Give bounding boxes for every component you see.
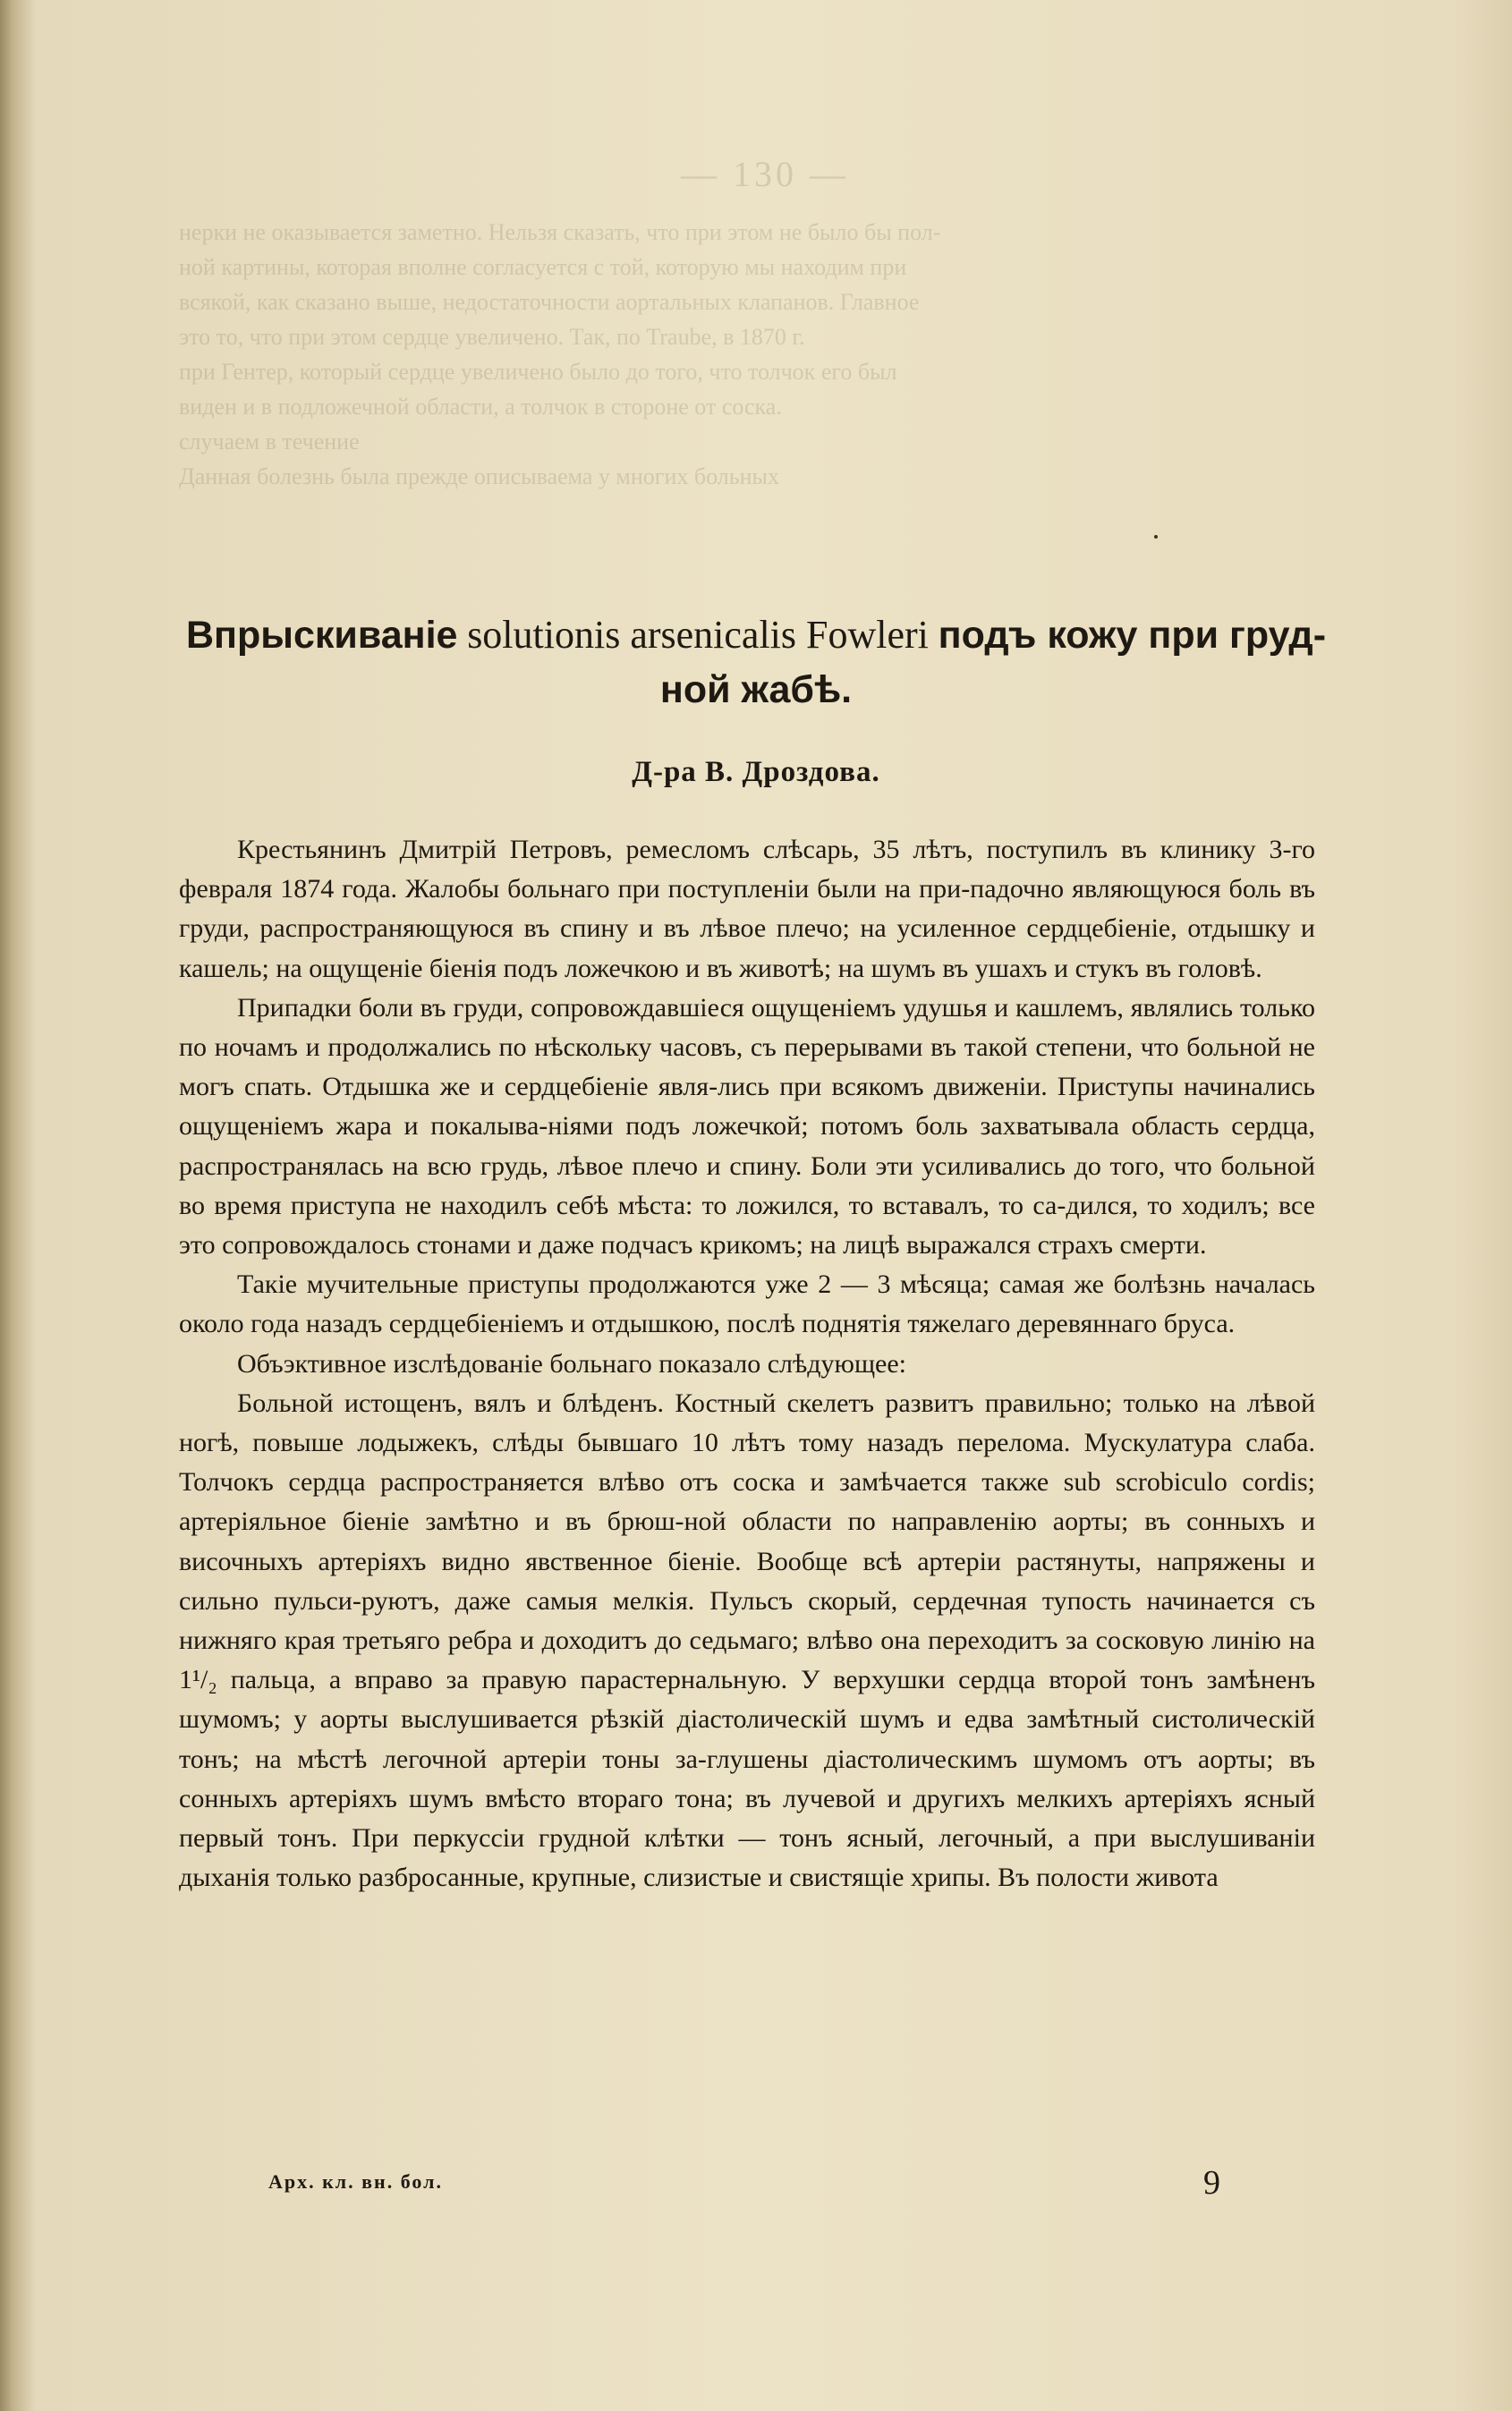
title-latin: solutionis arsenicalis Fowleri: [467, 613, 929, 657]
bleed-through-text: [179, 154, 1351, 494]
bleed-line: случаем в течение: [179, 429, 360, 454]
title-line2: ной жабѣ.: [659, 668, 853, 711]
ink-speck: [1154, 535, 1158, 539]
paragraph: Больной истощенъ, вялъ и блѣденъ. Костный скелетъ развитъ правильно; только на лѣвой ногѣ, повыше лодыжекъ, слѣды бывшаго 10 лѣтъ тому назадъ перелома. Мускулатура слаба. Толчокъ сердца распространяется влѣво отъ соска и замѣчается также sub scrobiculo cordis; артеріяльное біеніе замѣтно и въ брюш-ной области по направленію аорты; въ сонныхъ и височныхъ артеріяхъ видно явственное біеніе. Вообще всѣ артеріи растянуты, напряжены и сильно пульси-руютъ, даже самыя мелкія. Пульсъ скорый, сердечная тупость начинается съ нижняго края третьяго ребра и доходитъ до седьмаго; влѣво она переходитъ за сосковую линію на 1¹/₂ пальца, а вправо за правую парастернальную. У верхушки сердца второй тонъ замѣненъ шумомъ; у аорты выслушивается рѣзкій діастолическій шумъ и едва замѣтный систолическій тонъ; на мѣстѣ легочной артеріи тоны за-глушены діастолическимъ шумомъ отъ аорты; въ сонныхъ артеріяхъ шумъ вмѣсто втораго тона; въ лучевой и другихъ мелкихъ артеріяхъ ясный первый тонъ. При перкуссіи грудной клѣтки — тонъ ясный, легочный, а при выслушиваніи дыханія только разбросанные, крупные, слизистые и свистящіе хрипы. Въ полости живота: [179, 1388, 1315, 1893]
paragraph: Такіе мучительные приступы продолжаются уже 2 — 3 мѣсяца; самая же болѣзнь началась около года назадъ сердцебіеніемъ и отдышкою, послѣ поднятія тяжелаго деревяннаго бруса.: [179, 1269, 1315, 1339]
paragraph: Припадки боли въ груди, сопровождавшіеся ощущеніемъ удушья и кашлемъ, являлись только по ночамъ и продолжались по нѣскольку часовъ, съ перерывами въ такой степени, что больной не могъ спать. Отдышка же и сердцебіеніе явля-лись при всякомъ движеніи. Приступы начинались ощущеніемъ жара и покалыва-ніями подъ ложечкой; потомъ боль захватывала область сердца, распространялась на всю грудь, лѣвое плечо и спину. Боли эти усиливались до того, что больной во время приступа не находилъ себѣ мѣста: то ложился, то вставалъ, то са-дился, то ходилъ; все это сопровождалось стонами и даже подчасъ крикомъ; на лицѣ выражался страхъ смерти.: [179, 992, 1315, 1261]
bleed-page-number: — 130 —: [681, 154, 849, 194]
article-author: Д-ра В. Дроздова.: [632, 756, 880, 788]
bleed-line: ной картины, которая вполне согласуется с той, которую мы находим при: [179, 254, 907, 280]
bleed-line: виден и в подложечной области, а толчок в стороне от соска.: [179, 394, 782, 420]
footer-signature: Арх. кл. вн. бол.: [268, 2170, 443, 2193]
bleed-line: при Гентер, который сердце увеличено было до того, что толчок его был: [179, 359, 897, 385]
title-word: Впрыскиваніе: [185, 614, 458, 657]
paragraph: Крестьянинъ Дмитрій Петровъ, ремесломъ слѣсарь, 35 лѣтъ, поступилъ въ клинику 3-го февраля 1874 года. Жалобы больнаго при поступленіи были на при-падочно являющуюся боль въ груди, распространяющуюся въ спину и въ лѣвое плечо; на усиленное сердцебіеніе, отдышку и кашель; на ощущеніе біенія подъ ложечкою и въ животѣ; на шумъ въ ушахъ и стукъ въ головѣ.: [179, 835, 1315, 983]
footer-sheet-number: 9: [1203, 2164, 1220, 2202]
title-line1-end: подъ кожу при груд-: [938, 614, 1327, 657]
bleed-line: это то, что при этом сердце увеличено. Так, по Traube, в 1870 г.: [179, 324, 805, 350]
article-title: [179, 608, 1333, 717]
bleed-line: Данная болезнь была прежде описываема у многих больных: [179, 463, 779, 489]
article-body: [179, 830, 1315, 1897]
bleed-line: нерки не оказывается заметно. Нельзя сказать, что при этом не было бы пол-: [179, 219, 941, 245]
paragraph: Объэктивное изслѣдованіе больнаго показало слѣдующее:: [237, 1348, 907, 1379]
bleed-line: всякой, как сказано выше, недостаточности аортальных клапанов. Главное: [179, 289, 920, 315]
